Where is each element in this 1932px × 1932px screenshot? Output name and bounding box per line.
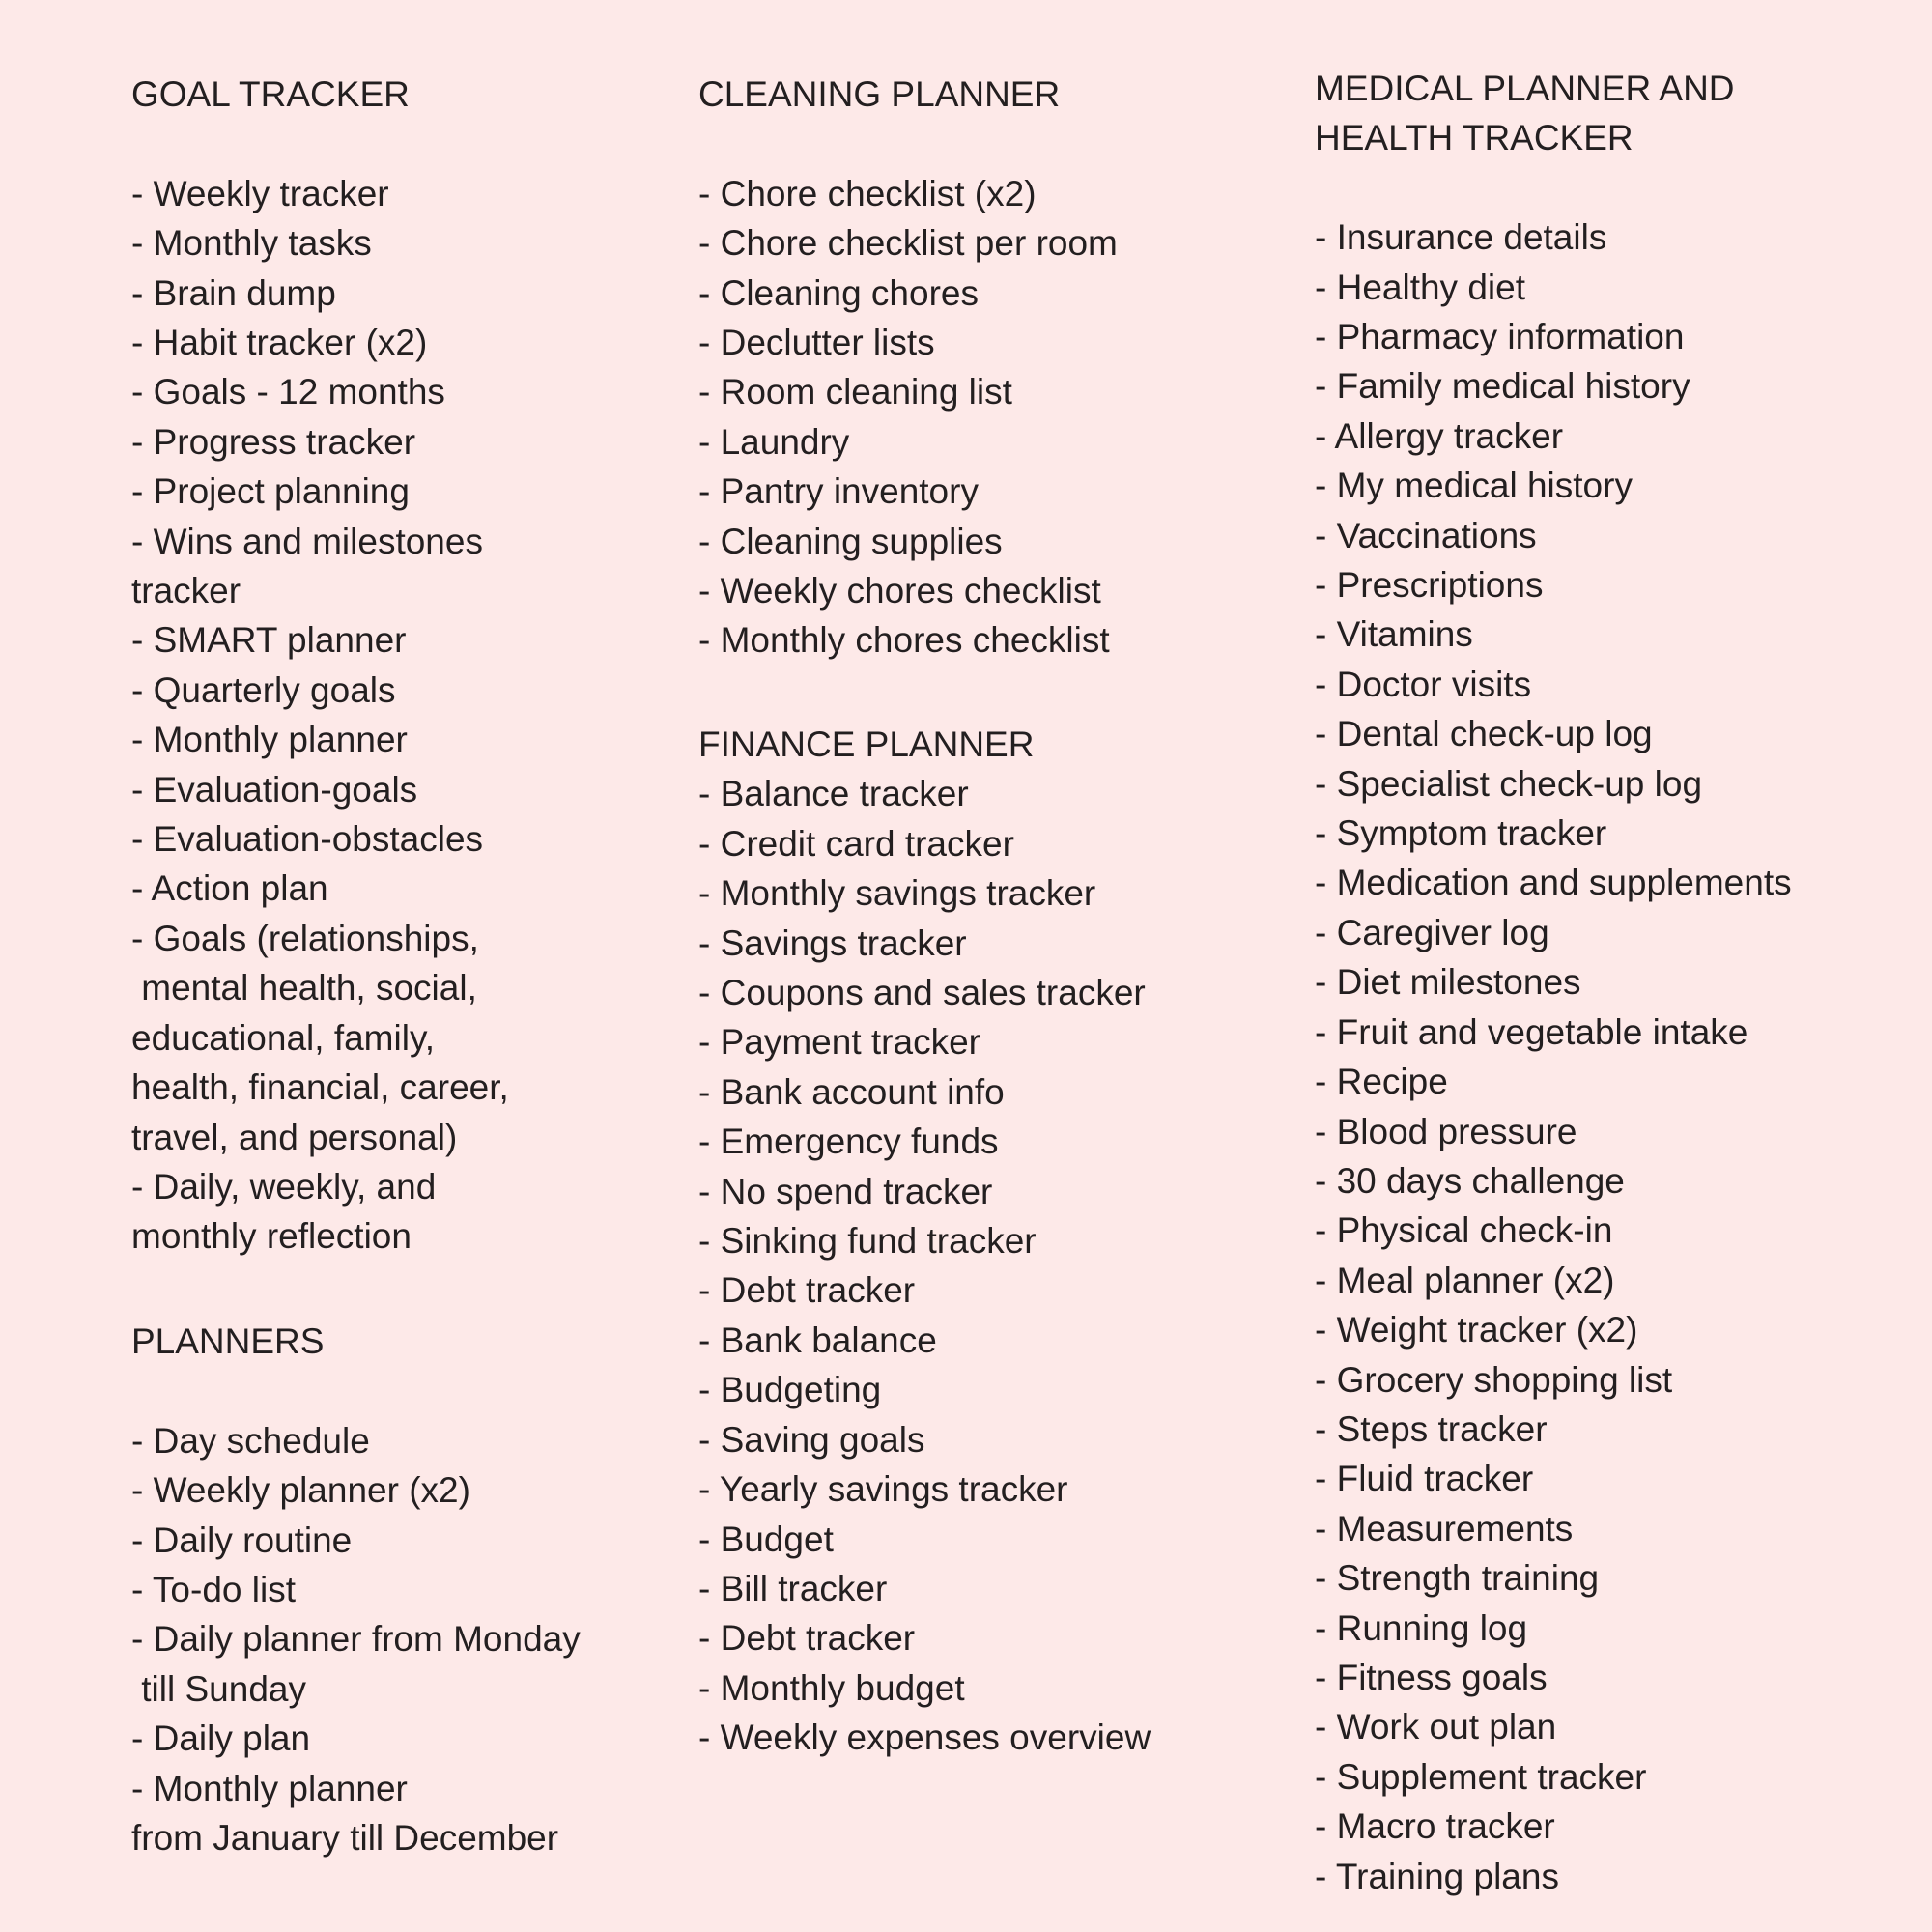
list-item: - No spend tracker [698,1171,993,1211]
list-item: - Cleaning supplies [698,521,1003,561]
list-item: - Allergy tracker [1315,415,1564,456]
list-item: - Balance tracker [698,774,969,814]
list-item: - Weekly expenses overview [698,1718,1151,1758]
item-list [698,769,1151,1762]
list-item: - Debt tracker [698,1618,916,1659]
list-item: - Caregiver log [1315,912,1549,952]
list-item: - Savings tracker [698,923,967,963]
list-item: - Yearly savings tracker [698,1469,1068,1510]
list-item: - Evaluation-goals [131,769,418,810]
list-item: - Action plan [131,868,328,909]
list-item: - Weight tracker (x2) [1315,1310,1638,1350]
list-item: - Specialist check-up log [1315,763,1703,804]
list-item: - Brain dump [131,272,336,313]
list-item: - Prescriptions [1315,565,1544,606]
list-item: - Healthy diet [1315,267,1525,307]
list-item: - Daily planner from Monday till Sunday [131,1619,581,1709]
list-item: - Sinking fund tracker [698,1221,1037,1262]
cleaning-planner-section [698,70,1118,666]
list-item: - Running log [1315,1607,1528,1648]
list-item: - Monthly planner [131,720,408,760]
list-item: - Wins and milestones tracker [131,521,483,611]
list-item: - Weekly chores checklist [698,571,1101,611]
list-item: - Evaluation-obstacles [131,819,484,860]
list-item: - Bank balance [698,1320,937,1360]
list-item: - Pantry inventory [698,471,979,512]
list-item: - Monthly planner from January till December [131,1768,559,1859]
list-item: - Meal planner (x2) [1315,1260,1615,1300]
list-item: - Project planning [131,471,410,512]
list-item: - Steps tracker [1315,1408,1548,1449]
section-heading: CLEANING PLANNER [698,74,1061,114]
list-item: - Weekly planner (x2) [131,1470,470,1511]
list-item: - Physical check-in [1315,1210,1613,1251]
medical-planner-section [1315,64,1792,1901]
list-item: - Blood pressure [1315,1111,1577,1151]
list-item: - Daily, weekly, and monthly reflection [131,1166,437,1257]
spacer [131,1366,581,1415]
list-item: - Vitamins [1315,614,1473,655]
list-item: - Monthly savings tracker [698,873,1096,914]
list-item: - Pharmacy information [1315,317,1685,357]
list-item: - Doctor visits [1315,664,1532,704]
list-item: - Weekly tracker [131,173,389,213]
list-item: - Declutter lists [698,323,935,363]
list-item: - Debt tracker [698,1270,916,1311]
list-item: - Grocery shopping list [1315,1359,1673,1400]
list-item: - Habit tracker (x2) [131,323,428,363]
list-item: - 30 days challenge [1315,1160,1625,1201]
list-item: - Goals - 12 months [131,372,445,412]
list-item: - Emergency funds [698,1122,999,1162]
list-item: - Fluid tracker [1315,1459,1534,1499]
list-item: - Coupons and sales tracker [698,973,1146,1013]
list-item: - Strength training [1315,1558,1600,1599]
item-list [131,169,509,1262]
list-item: - Work out plan [1315,1707,1557,1747]
goal-tracker-section [131,70,509,1262]
planners-section [131,1317,581,1862]
list-item: - Family medical history [1315,366,1690,407]
list-item: - Saving goals [698,1419,925,1460]
item-list [131,1416,581,1863]
list-item: - Fruit and vegetable intake [1315,1011,1748,1052]
section-heading: GOAL TRACKER [131,74,410,114]
list-item: - Chore checklist per room [698,223,1118,264]
list-item: - Laundry [698,421,850,462]
list-item: - Recipe [1315,1062,1448,1102]
list-item: - Macro tracker [1315,1806,1555,1847]
list-item: - Budget [698,1519,834,1559]
section-heading: PLANNERS [131,1321,325,1361]
list-item: - Monthly chores checklist [698,620,1110,661]
item-list [698,169,1118,666]
list-item: - Monthly tasks [131,223,372,264]
list-item: - Training plans [1315,1856,1559,1896]
item-list [1315,213,1792,1901]
list-item: - Room cleaning list [698,372,1012,412]
list-item: - Vaccinations [1315,515,1537,555]
spacer [1315,163,1792,213]
list-item: - Measurements [1315,1508,1574,1548]
list-item: - SMART planner [131,620,407,661]
list-item: - Day schedule [131,1420,370,1461]
finance-planner-section [698,720,1151,1763]
list-item: - Budgeting [698,1370,882,1410]
list-item: - Payment tracker [698,1022,980,1063]
list-item: - Credit card tracker [698,823,1014,864]
list-item: - Fitness goals [1315,1657,1548,1697]
list-item: - Daily routine [131,1520,353,1560]
list-item: - Insurance details [1315,217,1607,258]
list-item: - Bill tracker [698,1568,888,1608]
list-item: - Dental check-up log [1315,714,1653,754]
list-item: - Daily plan [131,1719,311,1759]
list-item: - Monthly budget [698,1667,965,1708]
list-item: - My medical history [1315,466,1633,506]
list-item: - Diet milestones [1315,962,1581,1003]
spacer [131,119,509,168]
list-item: - To-do list [131,1570,296,1610]
list-item: - Cleaning chores [698,272,979,313]
list-item: - Goals (relationships, mental health, social, educational, family, health, financial, career, travel, and personal) [131,918,509,1157]
list-item: - Symptom tracker [1315,813,1607,854]
section-heading: MEDICAL PLANNER AND HEALTH TRACKER [1315,69,1735,158]
list-item: - Progress tracker [131,421,416,462]
list-item: - Supplement tracker [1315,1756,1647,1797]
spacer [698,119,1118,168]
section-heading: FINANCE PLANNER [698,724,1035,764]
list-item: - Medication and supplements [1315,863,1792,903]
list-item: - Chore checklist (x2) [698,173,1037,213]
list-item: - Bank account info [698,1071,1005,1112]
list-item: - Quarterly goals [131,669,396,710]
